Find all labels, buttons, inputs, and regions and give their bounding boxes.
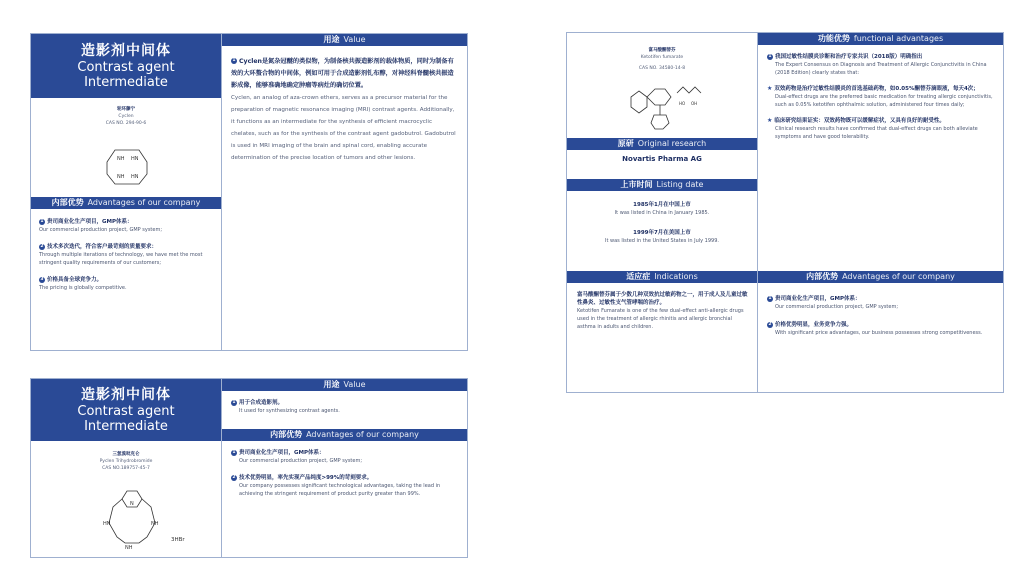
compound-name-en: Pyclen Trihydrobromide bbox=[99, 459, 153, 464]
indications-en: Ketotifen Fumarate is one of the few dual-effect anti-allergic drugs used in the treatment of allergic rhinitis and allergic bronchial asthma in adults and children. bbox=[577, 308, 744, 330]
product-card-ketotifen bbox=[566, 32, 1004, 393]
listing-us-en: It was listed in the United States in July 1999. bbox=[605, 238, 719, 244]
advantage-item: 2 价格优势明显，业务竞争力强。 With significant price advantages, our business possesses strong competitiveness. bbox=[768, 321, 983, 336]
svg-text:NH: NH bbox=[125, 545, 133, 551]
cas-number: CAS NO. 34580-14-8 bbox=[638, 66, 686, 71]
svg-text:HN: HN bbox=[131, 156, 139, 162]
svg-text:N: N bbox=[130, 501, 134, 507]
advantage-item: 2 技术优势明显，率先实现产品纯度>99%的苛刻要求。 Our company possesses significant technological advantages, taking the lead in achieving the stringent requirement of product purity greater than 99%. bbox=[232, 474, 441, 497]
advantages-header: 内部优势 Advantages of our company bbox=[31, 197, 221, 209]
svg-text:NH: NH bbox=[117, 156, 125, 162]
advantage-item: 1 贵司商业化生产项目，GMP体系： Our commercial production project, GMP system; bbox=[39, 218, 163, 233]
usage-description: Cyclen, an analog of aza-crown ethers, serves as a precursor material for the preparation of magnetic resonance imaging (MRI) contrast agents. Additionally, it functions as an intermediate for the synthesis of efficient macrocyclic chelates, such as for the synthesis of the contrast agent gadobutrol. Gadobutrol is used in MRI imaging of the brain and spinal cord, enabling accurate determination of the precise location of tumors and other lesions. bbox=[231, 95, 456, 161]
card-title-block bbox=[31, 34, 221, 98]
svg-text:HN: HN bbox=[103, 521, 111, 527]
compound-name-en: Ketotifen fumarate bbox=[640, 55, 684, 60]
ketotifen-structure-image bbox=[625, 77, 705, 133]
original-research-company: Novartis Pharma AG bbox=[622, 155, 702, 163]
advantage-item: 3 价格具备全球竞争力。 The pricing is globally competitive. bbox=[39, 276, 127, 291]
svg-text:HN: HN bbox=[131, 174, 139, 180]
star-icon: ★ bbox=[767, 85, 773, 92]
functional-item: 1 我国过敏性结膜炎诊断和治疗专家共识（2018版）明确指出 The Expert Consensus on Diagnosis and Treatment of Allergic Conjunctivitis in China (2018 Edition) clearly states that: bbox=[768, 53, 987, 76]
advantages-header: 内部优势 Advantages of our company bbox=[222, 429, 467, 441]
title-en-line2: Intermediate bbox=[84, 75, 168, 90]
listing-date-header: 上市时间 Listing date bbox=[567, 179, 757, 191]
usage-item-en: It used for synthesizing contrast agents. bbox=[239, 408, 340, 414]
title-en-line1: Contrast agent bbox=[77, 60, 175, 75]
usage-lead-text: 1 Cyclen是氮杂冠醚的类似物，为制备核共振造影剂的载体物质，同时为制备有效的大环螯合物的中间体，例如可用于合成造影剂钆布醇，对神经科脊髓核共振造影成像，能够准确地确定肿瘤等病灶的确切位置。 bbox=[231, 58, 454, 89]
advantage-item: 2 技术多次迭代，符合客户最苛刻的质量要求： Through multiple iterations of technology, we have met the most stringent quality requirements of our customers; bbox=[39, 243, 203, 266]
cyclen-structure-image bbox=[101, 144, 153, 190]
title-en-line1: Contrast agent bbox=[77, 404, 175, 419]
listing-china-en: It was listed in China in January 1985. bbox=[614, 210, 710, 216]
hbr-label: 3HBr bbox=[171, 537, 185, 543]
title-zh: 造影剂中间体 bbox=[81, 387, 171, 403]
compound-name-en: Cyclen bbox=[118, 114, 134, 119]
usage-header: 用途 Value bbox=[222, 34, 467, 46]
functional-item: ★ 双效药物是治疗过敏性结膜炎的首选基础药物，如0.05%酮替芬滴眼液，每天4次； Dual-effect drugs are the preferred basic medication for treating allergic conjunctivitis, such as 0.05% ketotifen ophthalmic solution, administered four times daily; bbox=[767, 85, 993, 108]
original-research-header: 原研 Original research bbox=[567, 138, 757, 150]
compound-name-zh: 三氢溴吡克仑 bbox=[112, 452, 140, 457]
functional-advantages-header: 功能优势 functional advantages bbox=[758, 33, 1003, 45]
cas-number: CAS NO.189757-45-7 bbox=[102, 466, 150, 471]
advantage-item: 1 贵司商业化生产项目，GMP体系： Our commercial production project, GMP system; bbox=[768, 295, 899, 310]
cas-number: CAS NO. 294-90-6 bbox=[105, 121, 147, 126]
usage-header: 用途 Value bbox=[222, 379, 467, 391]
product-card-cyclen bbox=[30, 33, 468, 351]
functional-item: ★ 临床研究结果证实：双效药物既可以缓解症状，又具有良好的耐受性。 Clinical research results have confirmed that dual-effect drugs can both alleviate symptoms and have good tolerability. bbox=[767, 117, 978, 140]
star-icon: ★ bbox=[767, 117, 773, 124]
svg-text:HO: HO bbox=[679, 101, 686, 106]
svg-text:NH: NH bbox=[117, 174, 125, 180]
advantages-header: 内部优势 Advantages of our company bbox=[758, 271, 1003, 283]
usage-item-zh: 1 用于合成造影剂。 bbox=[232, 399, 284, 406]
compound-name-zh: 富马酸酮替芬 bbox=[648, 48, 676, 53]
compound-name-zh: 轮环藤宁 bbox=[117, 107, 135, 112]
advantage-item: 1 贵司商业化生产项目，GMP体系： Our commercial production project, GMP system; bbox=[232, 449, 363, 464]
pyclen-structure-image bbox=[99, 487, 169, 551]
card-title-block bbox=[31, 379, 221, 441]
product-card-pyclen bbox=[30, 378, 468, 558]
svg-text:OH: OH bbox=[691, 101, 698, 106]
listing-china-zh: 1985年1月在中国上市 bbox=[633, 202, 691, 208]
title-zh: 造影剂中间体 bbox=[81, 43, 171, 59]
indications-zh: 富马酸酮替芬属于少数几种双效抗过敏药物之一，用于成人及儿童过敏性鼻炎、过敏性支气管哮喘的治疗。 bbox=[577, 292, 748, 306]
indications-header: 适应症 Indications bbox=[567, 271, 757, 283]
svg-text:NH: NH bbox=[151, 521, 159, 527]
title-en-line2: Intermediate bbox=[84, 419, 168, 434]
listing-us-zh: 1999年7月在美国上市 bbox=[633, 230, 691, 236]
